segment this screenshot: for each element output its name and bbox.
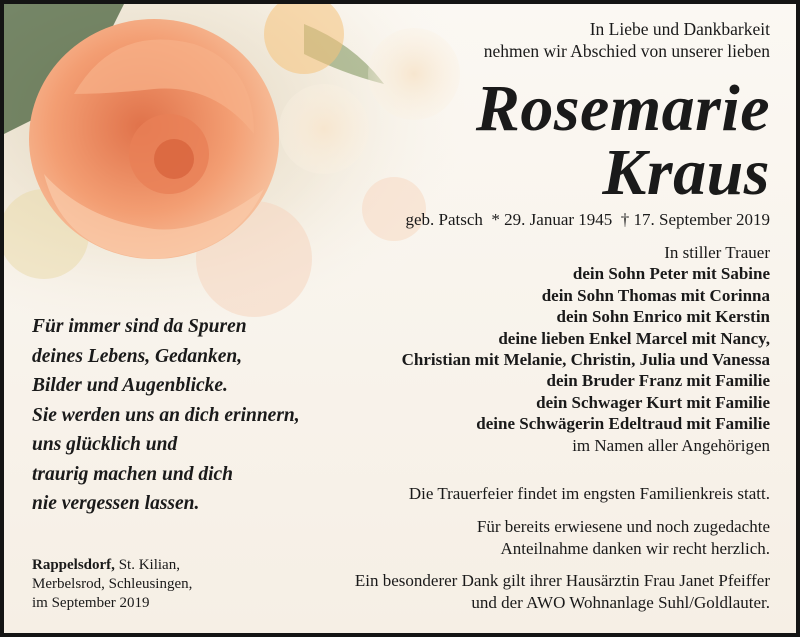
place-line: Merbelsrod, Schleusingen, xyxy=(32,576,193,592)
thanks-line: Für bereits erwiesene und noch zugedachte xyxy=(476,517,770,536)
intro-text xyxy=(484,18,770,62)
poem-line: deines Lebens, Gedanken, xyxy=(32,345,243,367)
thanks-line: und der AWO Wohnanlage Suhl/Goldlauter. xyxy=(471,592,770,612)
mourner-line: dein Bruder Franz mit Familie xyxy=(546,371,770,391)
mourner-line: dein Sohn Peter mit Sabine xyxy=(572,264,770,284)
thanks-special xyxy=(355,570,770,613)
thanks-general xyxy=(477,516,770,559)
place-and-date xyxy=(32,556,192,613)
intro-line: nehmen wir Abschied von unserer lieben xyxy=(483,41,770,61)
poem-line: traurig machen und dich xyxy=(32,463,234,485)
mourner-line: dein Sohn Enrico mit Kerstin xyxy=(556,307,770,327)
mourning-intro: In stiller Trauer xyxy=(664,243,770,262)
mourning-outro: im Namen aller Angehörigen xyxy=(572,435,770,455)
mourner-line: deine Schwägerin Edeltraud mit Familie xyxy=(476,414,770,434)
thanks-line: Anteilnahme danken wir recht herzlich. xyxy=(500,538,770,558)
funeral-notice: Die Trauerfeier findet im engsten Familienkreis statt. xyxy=(408,484,770,503)
place-rest: St. Kilian, xyxy=(114,557,180,573)
poem-line: Sie werden uns an dich erinnern, xyxy=(32,404,300,426)
poem xyxy=(32,312,300,519)
life-dates: geb. Patsch * 29. Januar 1945 † 17. September 2019 xyxy=(405,210,770,229)
mourner-line: Christian mit Melanie, Christin, Julia und Vanessa xyxy=(401,350,770,370)
roses-image xyxy=(4,4,464,324)
mourner-line: deine lieben Enkel Marcel mit Nancy, xyxy=(498,328,770,348)
mourner-line: dein Schwager Kurt mit Familie xyxy=(536,392,770,412)
poem-line: Für immer sind da Spuren xyxy=(32,316,247,337)
poem-line: nie vergessen lassen. xyxy=(32,493,200,514)
mourners-list xyxy=(402,242,770,456)
place-line: im September 2019 xyxy=(32,595,150,611)
deceased-first-name: Rosemarie xyxy=(475,72,770,145)
deceased-last-name: Kraus xyxy=(602,136,770,209)
thanks-line: Ein besonderer Dank gilt ihrer Hausärztin Frau Janet Pfeiffer xyxy=(354,571,770,590)
place-bold: Rappelsdorf, xyxy=(32,557,115,573)
poem-line: Bilder und Augenblicke. xyxy=(32,375,228,396)
intro-line: In Liebe und Dankbarkeit xyxy=(589,19,770,39)
mourner-line: dein Sohn Thomas mit Corinna xyxy=(541,285,770,305)
poem-line: uns glücklich und xyxy=(32,434,178,455)
